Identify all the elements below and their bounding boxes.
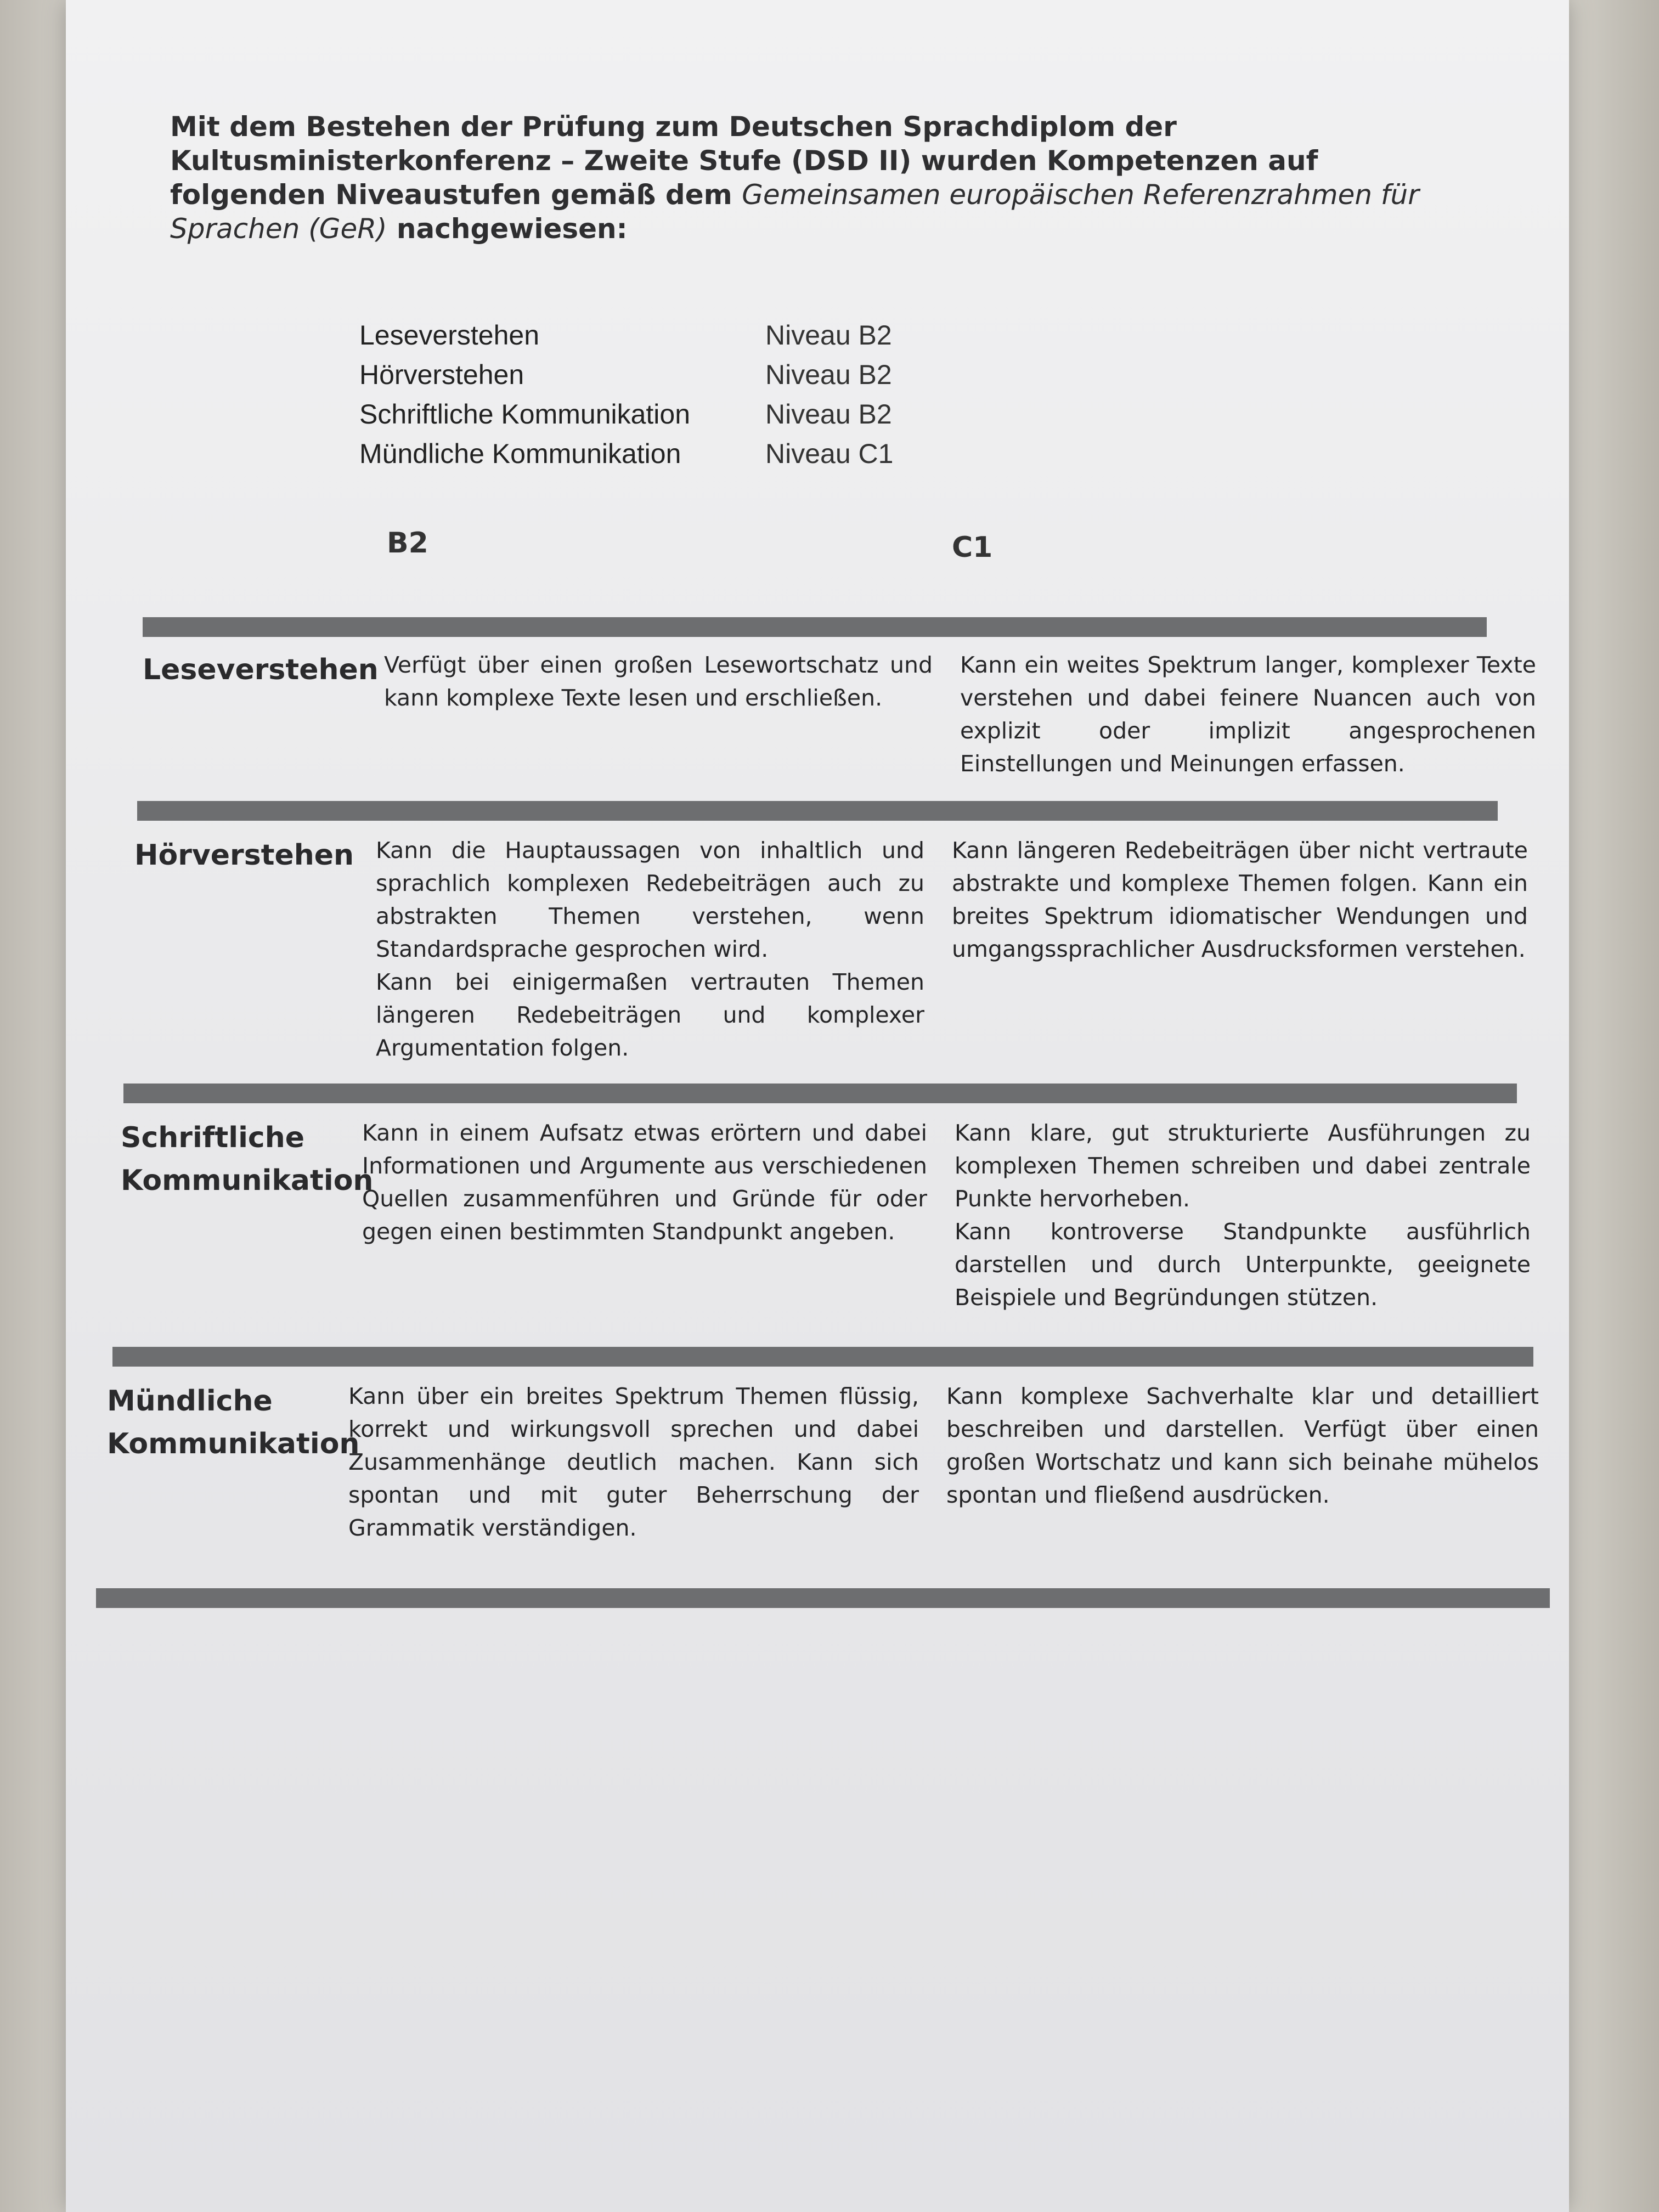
divider-bar bbox=[123, 1084, 1517, 1103]
summary-row bbox=[359, 355, 985, 394]
description-text: Kann bei einigermaßen vertrauten Themen längeren Redebeiträgen und komplexer Argumentation folgen. bbox=[376, 969, 924, 1061]
description-text: Kann klare, gut strukturierte Ausführungen zu komplexen Themen schreiben und dabei zentrale Punkte hervorheben. bbox=[955, 1120, 1531, 1212]
section-title-line: Schriftliche bbox=[121, 1121, 305, 1154]
intro-text: Mit dem Bestehen der Prüfung zum Deutschen Sprachdiplom der Kultusministerkonferenz – Zweite Stufe (DSD II) wurden Kompetenzen auf folgenden Niveaustufen gemäß dem bbox=[170, 111, 1318, 211]
summary-level: Niveau B2 bbox=[765, 399, 892, 430]
description-text: Kann die Hauptaussagen von inhaltlich und sprachlich komplexen Redebeiträgen auch zu abstrakten Themen verstehen, wenn Standardsprache gesprochen wird. bbox=[376, 837, 924, 962]
summary-level: Niveau C1 bbox=[765, 438, 894, 469]
b2-description bbox=[384, 648, 933, 714]
summary-skill: Leseverstehen bbox=[359, 320, 540, 351]
description-text: Kann kontroverse Standpunkte ausführlich darstellen und durch Unterpunkte, geeignete Beispiele und Begründungen stützen. bbox=[955, 1218, 1531, 1311]
b2-description bbox=[376, 834, 924, 1064]
c1-description bbox=[960, 648, 1536, 780]
summary-row bbox=[359, 315, 985, 355]
summary-skill: Mündliche Kommunikation bbox=[359, 438, 681, 469]
section-title-line: Leseverstehen bbox=[143, 653, 379, 686]
summary-row bbox=[359, 394, 985, 434]
section-title-line: Kommunikation bbox=[121, 1164, 374, 1197]
description-text: Kann ein weites Spektrum langer, komplexer Texte verstehen und dabei feinere Nuancen auch von explizit oder implizit angesprochenen Einstellungen und Meinungen erfassen. bbox=[960, 652, 1536, 777]
description-text: Kann über ein breites Spektrum Themen flüssig, korrekt und wirkungsvoll sprechen und dabei Zusammenhänge deutlich machen. Kann sich spontan und mit guter Beherrschung der Grammatik verständigen. bbox=[348, 1383, 919, 1541]
section-title bbox=[107, 1380, 360, 1465]
summary-skill: Schriftliche Kommunikation bbox=[359, 399, 691, 430]
section-title-line: Mündliche bbox=[107, 1385, 273, 1418]
description-text: Kann längeren Redebeiträgen über nicht vertraute abstrakte und komplexe Themen folgen. Kann ein breites Spektrum idiomatischer Wendungen und umgangssprachlicher Ausdrucksformen verstehen. bbox=[952, 837, 1528, 962]
section-muendliche-kommunikation bbox=[107, 1380, 1539, 1544]
divider-bar bbox=[112, 1347, 1533, 1367]
section-leseverstehen bbox=[143, 648, 1536, 780]
description-text: Verfügt über einen großen Lesewortschatz und kann komplexe Texte lesen und erschließen. bbox=[384, 652, 933, 711]
column-header-b2: B2 bbox=[387, 527, 428, 560]
level-summary bbox=[359, 315, 985, 473]
divider-bar bbox=[96, 1588, 1550, 1608]
intro-paragraph bbox=[170, 110, 1448, 246]
summary-skill: Hörverstehen bbox=[359, 359, 524, 390]
section-title-line: Hörverstehen bbox=[134, 839, 354, 872]
section-title bbox=[143, 648, 384, 691]
description-text: Kann in einem Aufsatz etwas erörtern und dabei Informationen und Argumente aus verschiedenen Quellen zusammenführen und Gründe für oder gegen einen bestimmten Standpunkt angeben. bbox=[362, 1120, 927, 1245]
divider-bar bbox=[143, 617, 1487, 637]
summary-row bbox=[359, 434, 985, 473]
section-title bbox=[134, 834, 376, 877]
column-header-c1: C1 bbox=[952, 531, 993, 564]
c1-description bbox=[955, 1116, 1531, 1314]
summary-level: Niveau B2 bbox=[765, 359, 892, 390]
description-text: Kann komplexe Sachverhalte klar und detailliert beschreiben und darstellen. Verfügt über einen großen Wortschatz und kann sich beinahe mühelos spontan und fließend ausdrücken. bbox=[946, 1383, 1539, 1508]
intro-text-end: nachgewiesen: bbox=[387, 213, 628, 245]
intro-ger-reference: Gemeinsamen europäischen Referenzrahmen für Sprachen (GeR) bbox=[170, 179, 1419, 245]
section-hoerverstehen bbox=[134, 834, 1528, 1064]
section-title-line: Kommunikation bbox=[107, 1427, 360, 1460]
divider-bar bbox=[137, 801, 1498, 821]
section-title bbox=[121, 1116, 374, 1202]
certificate-page bbox=[66, 0, 1569, 2212]
b2-description bbox=[362, 1116, 927, 1248]
b2-description bbox=[348, 1380, 919, 1544]
section-schriftliche-kommunikation bbox=[121, 1116, 1531, 1314]
c1-description bbox=[946, 1380, 1539, 1511]
summary-level: Niveau B2 bbox=[765, 320, 892, 351]
c1-description bbox=[952, 834, 1528, 966]
